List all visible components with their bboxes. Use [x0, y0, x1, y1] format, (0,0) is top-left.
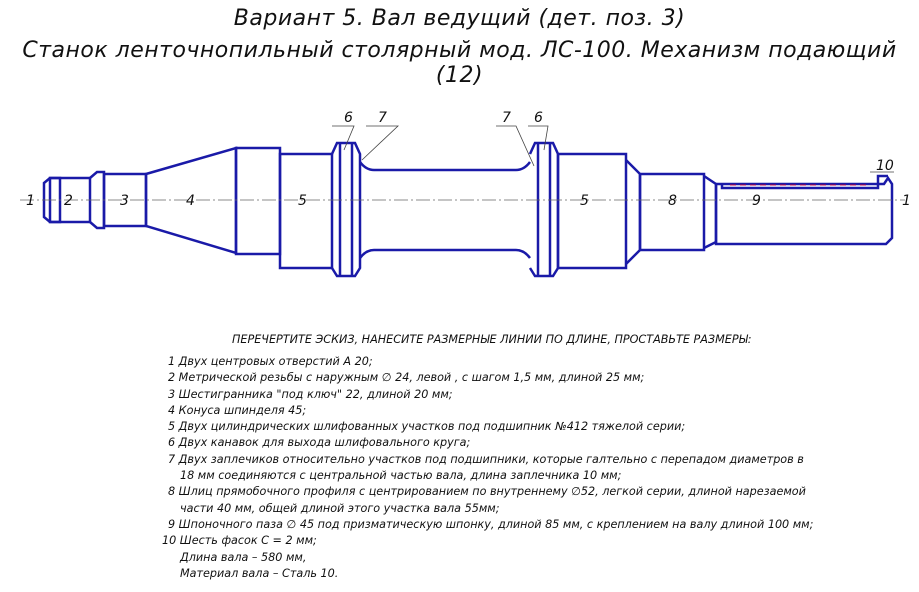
leader-lines	[332, 126, 894, 172]
title-line-1: Вариант 5. Вал ведущий (дет. поз. 3)	[233, 6, 686, 31]
instruction-item: 8 Шлиц прямобочного профиля с центрированием по внутреннему ∅52, легкой серии, длиной нарезаемой	[168, 485, 806, 499]
instruction-item: 4 Конуса шпинделя 45;	[168, 403, 307, 417]
instruction-item: 18 мм соединяются с центральной частью вала, длина заплечника 10 мм;	[180, 469, 622, 483]
instruction-item: 1 Двух центровых отверстий А 20;	[168, 355, 373, 368]
label-7-right: 7	[502, 110, 511, 126]
instruction-item: 7 Двух заплечиков относительно участков под подшипники, которые галтельно с перепадом диаметров в	[168, 452, 804, 466]
label-6-left: 6	[344, 110, 353, 126]
instructions-heading: ПЕРЕЧЕРТИТЕ ЭСКИЗ, НАНЕСИТЕ РАЗМЕРНЫЕ ЛИНИИ ПО ДЛИНЕ, ПРОСТАВЬТЕ РАЗМЕРЫ:	[232, 333, 752, 346]
instruction-item: 2 Метрической резьбы с наружным ∅ 24, левой , с шагом 1,5 мм, длиной 25 мм;	[168, 371, 645, 385]
label-3: 3	[120, 193, 129, 209]
label-5-left: 5	[298, 193, 307, 209]
label-4: 4	[186, 193, 195, 209]
label-9: 9	[752, 193, 761, 209]
title-line-2: Станок ленточнопильный столярный мод. ЛС-100. Механизм подающий (12)	[22, 38, 897, 88]
instruction-item: Материал вала – Сталь 10.	[180, 566, 339, 580]
instruction-item: 5 Двух цилиндрических шлифованных участков под подшипник №412 тяжелой серии;	[168, 420, 686, 434]
label-5-right: 5	[580, 193, 589, 209]
instruction-item: 3 Шестигранника "под ключ" 22, длиной 20 мм;	[168, 387, 453, 401]
label-2: 2	[64, 193, 73, 209]
instruction-item: Длина вала – 580 мм,	[180, 550, 307, 564]
instruction-item: 6 Двух канавок для выхода шлифовального круга;	[168, 436, 471, 450]
label-7-left: 7	[378, 110, 387, 126]
label-6-right: 6	[534, 110, 543, 126]
instruction-item: части 40 мм, общей длиной этого участка вала 55мм;	[180, 501, 500, 515]
label-10: 10	[876, 158, 894, 174]
label-1-right: 1	[902, 193, 911, 209]
instructions-list	[162, 354, 814, 582]
instruction-item: 10 Шесть фасок С = 2 мм;	[162, 534, 317, 548]
label-8: 8	[668, 193, 677, 209]
label-1-left: 1	[26, 193, 35, 209]
instruction-item: 9 Шпоночного паза ∅ 45 под призматическую шпонку, длиной 85 мм, с креплением на валу длиной 100 мм;	[168, 517, 814, 531]
shaft-outline	[44, 143, 892, 276]
